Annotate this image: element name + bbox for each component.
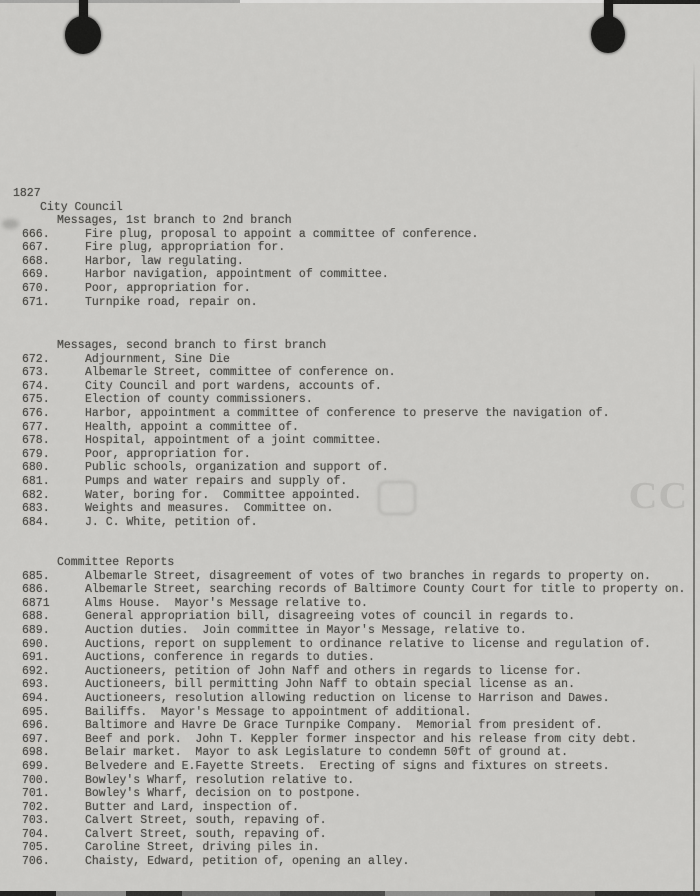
entry-text: Health, appoint a committee of. <box>85 420 299 434</box>
entry-number: 696. <box>22 719 50 733</box>
index-entry <box>0 282 700 296</box>
index-entry <box>0 678 700 692</box>
entry-text: Poor, appropriation for. <box>85 281 251 295</box>
page-year: 1827 <box>13 187 41 200</box>
entry-text: Fire plug, proposal to appoint a committee of conference. <box>85 227 479 241</box>
entry-text: Caroline Street, driving piles in. <box>85 841 320 855</box>
entry-number: 704. <box>22 827 50 841</box>
entry-number: 673. <box>22 366 50 380</box>
index-entry <box>0 366 700 380</box>
entry-number: 697. <box>22 732 50 746</box>
index-section <box>0 214 700 309</box>
entry-text: Belair market. Mayor to ask Legislature to condemn 50ft of ground at. <box>85 746 569 760</box>
entry-text: Albemarle Street, committee of conference on. <box>85 366 396 380</box>
entry-text: J. C. White, petition of. <box>85 515 258 529</box>
entry-text: Hospital, appointment of a joint committee. <box>85 434 382 448</box>
entry-text: Butter and Lard, inspection of. <box>85 800 299 814</box>
index-entry <box>0 787 700 801</box>
page-title: City Council <box>40 200 123 214</box>
hole-punch-left-icon <box>65 16 101 54</box>
entry-number: 686. <box>22 583 50 597</box>
entry-text: Auctioneers, petition of John Naff and others in regards to license for. <box>85 664 582 678</box>
index-entry <box>0 448 700 462</box>
entry-text: Weights and measures. Committee on. <box>85 502 334 516</box>
entry-number: 677. <box>22 420 50 434</box>
entry-text: Alms House. Mayor's Message relative to. <box>85 596 368 610</box>
entry-number: 682. <box>22 488 50 502</box>
entry-text: Water, boring for. Committee appointed. <box>85 488 362 502</box>
entry-number: 674. <box>22 379 50 393</box>
entry-number: 695. <box>22 705 50 719</box>
entry-number: 680. <box>22 461 50 475</box>
entry-text: Poor, appropriation for. <box>85 447 251 461</box>
section-heading: Messages, 1st branch to 2nd branch <box>57 214 292 227</box>
entry-number: 671. <box>22 295 50 309</box>
entry-number: 701. <box>22 787 50 801</box>
entry-number: 666. <box>22 227 50 241</box>
index-entry <box>0 255 700 269</box>
index-entry <box>0 665 700 679</box>
entry-number: 705. <box>22 841 50 855</box>
entry-number: 681. <box>22 474 50 488</box>
entry-text: Auctions, conference in regards to duties. <box>85 651 375 665</box>
entry-text: Harbor navigation, appointment of committee. <box>85 268 389 282</box>
entry-number: 698. <box>22 746 50 760</box>
entry-text: Auction duties. Join committee in Mayor's Message, relative to. <box>85 623 527 637</box>
page-header <box>0 187 700 214</box>
index-entry <box>0 502 700 516</box>
index-entry <box>0 461 700 475</box>
index-entry <box>0 855 700 869</box>
index-entry <box>0 583 700 597</box>
index-section <box>0 556 700 869</box>
index-entry <box>0 353 700 367</box>
entry-number: 669. <box>22 268 50 282</box>
entry-number: 699. <box>22 759 50 773</box>
section-entries <box>0 570 700 869</box>
index-entry <box>0 516 700 530</box>
entry-number: 685. <box>22 569 50 583</box>
section-heading: Messages, second branch to first branch <box>57 339 327 352</box>
index-entry <box>0 774 700 788</box>
scan-edge-top-mid <box>240 0 612 3</box>
index-entry <box>0 841 700 855</box>
index-entry <box>0 638 700 652</box>
entry-number: 694. <box>22 691 50 705</box>
index-entry <box>0 814 700 828</box>
entry-text: Fire plug, appropriation for. <box>85 241 286 255</box>
index-entry <box>0 421 700 435</box>
hole-punch-right-icon <box>591 16 625 53</box>
section-heading: Committee Reports <box>57 556 175 569</box>
entry-text: Harbor, law regulating. <box>85 254 244 268</box>
ghost-watermark: CC <box>628 475 689 517</box>
entry-number: 676. <box>22 406 50 420</box>
entry-number: 6871 <box>22 596 50 610</box>
entry-number: 703. <box>22 814 50 828</box>
entry-text: General appropriation bill, disagreeing votes of council in regards to. <box>85 610 575 624</box>
entry-number: 684. <box>22 515 50 529</box>
entry-number: 702. <box>22 800 50 814</box>
index-entry <box>0 296 700 310</box>
index-entry <box>0 760 700 774</box>
entry-number: 667. <box>22 241 50 255</box>
entry-number: 675. <box>22 393 50 407</box>
entry-text: Calvert Street, south, repaving of. <box>85 814 327 828</box>
index-section <box>0 339 700 529</box>
index-entry <box>0 228 700 242</box>
index-entry <box>0 597 700 611</box>
index-entry <box>0 268 700 282</box>
entry-number: 668. <box>22 254 50 268</box>
entry-text: Bailiffs. Mayor's Message to appointment of additional. <box>85 705 472 719</box>
entry-text: Public schools, organization and support of. <box>85 461 389 475</box>
entry-number: 693. <box>22 678 50 692</box>
entry-text: Election of county commissioners. <box>85 393 313 407</box>
index-entry <box>0 706 700 720</box>
index-entry <box>0 393 700 407</box>
index-entry <box>0 624 700 638</box>
index-entry <box>0 570 700 584</box>
entry-number: 683. <box>22 502 50 516</box>
index-entry <box>0 380 700 394</box>
entry-number: 691. <box>22 651 50 665</box>
entry-text: Beef and pork. John T. Keppler former inspector and his release from city debt. <box>85 732 638 746</box>
entry-number: 700. <box>22 773 50 787</box>
entry-number: 689. <box>22 623 50 637</box>
entry-text: Albemarle Street, disagreement of votes of two branches in regards to property on. <box>85 569 651 583</box>
index-entry <box>0 828 700 842</box>
entry-text: Turnpike road, repair on. <box>85 295 258 309</box>
index-entry <box>0 434 700 448</box>
index-entry <box>0 241 700 255</box>
index-entry <box>0 801 700 815</box>
index-entry <box>0 407 700 421</box>
scan-edge-bottom <box>0 891 700 896</box>
scan-edge-top-right <box>612 0 700 4</box>
scan-edge-top-left <box>0 0 240 3</box>
entry-text: Baltimore and Havre De Grace Turnpike Company. Memorial from president of. <box>85 719 603 733</box>
entry-text: Auctioneers, bill permitting John Naff to obtain special license as an. <box>85 678 575 692</box>
entry-text: Belvedere and E.Fayette Streets. Erecting of signs and fixtures on streets. <box>85 759 610 773</box>
index-entry <box>0 651 700 665</box>
entry-number: 672. <box>22 352 50 366</box>
entry-number: 678. <box>22 434 50 448</box>
index-entry <box>0 610 700 624</box>
entry-text: City Council and port wardens, accounts of. <box>85 379 382 393</box>
entry-text: Auctioneers, resolution allowing reduction on license to Harrison and Dawes. <box>85 691 610 705</box>
entry-text: Bowley's Wharf, decision on to postpone. <box>85 787 362 801</box>
section-entries <box>0 228 700 310</box>
index-entry <box>0 733 700 747</box>
entry-text: Auctions, report on supplement to ordinance relative to license and regulation of. <box>85 637 651 651</box>
entry-number: 692. <box>22 664 50 678</box>
index-entry <box>0 746 700 760</box>
entry-text: Albemarle Street, searching records of Baltimore County Court for title to property on. <box>85 583 686 597</box>
index-entry <box>0 692 700 706</box>
entry-text: Chaisty, Edward, petition of, opening an alley. <box>85 855 410 869</box>
index-entry <box>0 719 700 733</box>
index-entry <box>0 475 700 489</box>
entry-number: 670. <box>22 281 50 295</box>
entry-text: Harbor, appointment a committee of conference to preserve the navigation of. <box>85 406 610 420</box>
section-entries <box>0 353 700 530</box>
entry-number: 679. <box>22 447 50 461</box>
entry-number: 688. <box>22 610 50 624</box>
entry-number: 706. <box>22 855 50 869</box>
entry-text: Calvert Street, south, repaving of. <box>85 827 327 841</box>
entry-text: Adjournment, Sine Die <box>85 352 230 366</box>
entry-number: 690. <box>22 637 50 651</box>
index-entry <box>0 489 700 503</box>
entry-text: Pumps and water repairs and supply of. <box>85 474 348 488</box>
entry-text: Bowley's Wharf, resolution relative to. <box>85 773 355 787</box>
